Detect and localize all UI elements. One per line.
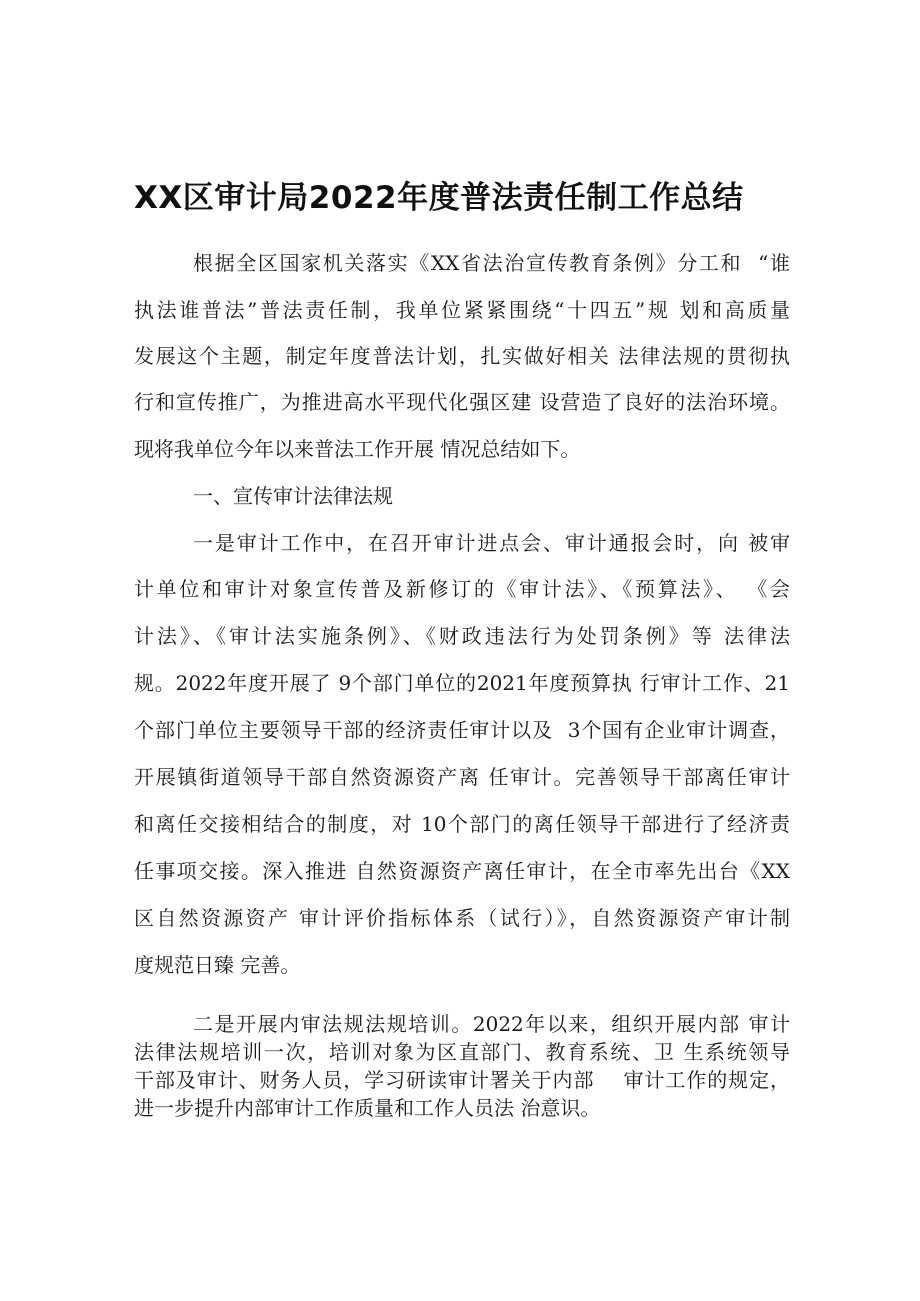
intro-line-4: 行和宣传推广，为推进高水平现代化强区建 设营造了良好的法治环境。 <box>134 390 790 414</box>
para1-line-8: 任事项交接。深入推进 自然资源资产离任审计，在全市率先出台《XX <box>134 859 790 883</box>
para2-line-2: 法律法规培训一次，培训对象为区直部门、教育系统、卫 生系统领导 <box>134 1040 790 1064</box>
para1-line-4: 规。2022年度开展了 9个部门单位的2021年度预算执 行审计工作、21 <box>134 671 790 695</box>
para1-line-10: 度规范日臻 完善。 <box>134 953 301 977</box>
section-heading-1: 一、宣传审计法律法规 <box>193 484 393 508</box>
para1-line-3: 计法》、《审计法实施条例》、《财政违法行为处罚条例》等 法律法 <box>134 624 790 648</box>
para1-line-2: 计单位和审计对象宣传普及新修订的《审计法》、《预算法》、 《会 <box>134 577 790 601</box>
para1-line-5: 个部门单位主要领导干部的经济责任审计以及 3个国有企业审计调查， <box>134 718 790 742</box>
intro-line-3: 发展这个主题，制定年度普法计划，扎实做好相关 法律法规的贯彻执 <box>134 344 790 368</box>
intro-line-2: 执法谁普法”普法责任制，我单位紧紧围绕“十四五”规 划和高质量 <box>134 298 790 322</box>
intro-line-1: 根据全区国家机关落实《XX省法治宣传教育条例》分工和 “谁 <box>193 251 790 275</box>
para1-line-7: 和离任交接相结合的制度，对 10个部门的离任领导干部进行了经济责 <box>134 812 790 836</box>
para2-line-3: 干部及审计、财务人员，学习研读审计署关于内部 审计工作的规定， <box>134 1068 790 1092</box>
document-title: XX区审计局2022年度普法责任制工作总结 <box>134 180 744 216</box>
para1-line-1: 一是审计工作中，在召开审计进点会、审计通报会时，向 被审 <box>193 531 790 555</box>
para1-line-9: 区自然资源资产 审计评价指标体系（试行）》，自然资源资产审计制 <box>134 906 790 930</box>
para2-line-4: 进一步提升内部审计工作质量和工作人员法 治意识。 <box>134 1096 601 1120</box>
intro-line-5: 现将我单位今年以来普法工作开展 情况总结如下。 <box>134 437 581 461</box>
para1-line-6: 开展镇街道领导干部自然资源资产离 任审计。完善领导干部离任审计 <box>134 765 790 789</box>
para2-line-1: 二是开展内审法规法规培训。2022年以来，组织开展内部 审计 <box>193 1012 790 1036</box>
